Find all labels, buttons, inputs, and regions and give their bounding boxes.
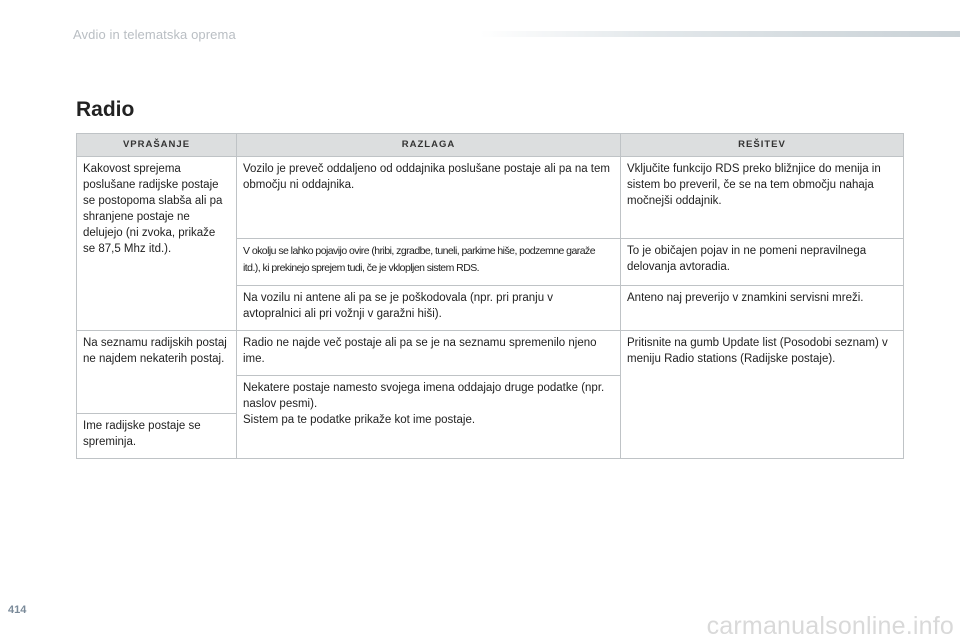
question-cell: Ime radijske postaje se spreminja. [77, 414, 237, 459]
explanation-line: Sistem pa te podatke prikaže kot ime postaje. [243, 414, 476, 426]
explanation-cell: V okolju se lahko pojavijo ovire (hribi, zgradbe, tuneli, parkirne hiše, podzemne garaže itd.), ki prekinejo sprejem tudi, če je vklopljen sistem RDS. [237, 239, 621, 286]
table-row [77, 331, 904, 376]
explanation-cell: Vozilo je preveč oddaljeno od oddajnika poslušane postaje ali pa na tem območju ni oddajnika. [237, 157, 621, 239]
question-cell: Kakovost sprejema poslušane radijske postaje se postopoma slabša ali pa shranjene postaje ne delujejo (ni zvoka, prikaže se 87,5 Mhz itd.). [77, 157, 237, 331]
section-header: Avdio in telematska oprema [73, 27, 236, 42]
column-header-solution: REŠITEV [621, 134, 904, 157]
solution-cell: Anteno naj preverijo v znamkini servisni mreži. [621, 286, 904, 331]
solution-cell: Pritisnite na gumb Update list (Posodobi seznam) v meniju Radio stations (Radijske postaje). [621, 331, 904, 459]
troubleshooting-table [76, 133, 904, 459]
watermark: carmanualsonline.info [706, 612, 954, 640]
explanation-line: Nekatere postaje namesto svojega imena oddajajo druge podatke (npr. naslov pesmi). [243, 382, 605, 410]
explanation-cell: Radio ne najde več postaje ali pa se je na seznamu spremenilo njeno ime. [237, 331, 621, 376]
page-number: 414 [8, 604, 27, 616]
solution-cell: To je običajen pojav in ne pomeni nepravilnega delovanja avtoradia. [621, 239, 904, 286]
table-row [77, 157, 904, 239]
page-title: Radio [76, 98, 135, 121]
explanation-cell [237, 376, 621, 459]
column-header-question: VPRAŠANJE [77, 134, 237, 157]
explanation-cell: Na vozilu ni antene ali pa se je poškodovala (npr. pri pranju v avtopralnici ali pri vožnji v garažni hiši). [237, 286, 621, 331]
column-header-explanation: RAZLAGA [237, 134, 621, 157]
table-header-row [77, 134, 904, 157]
question-cell: Na seznamu radijskih postaj ne najdem nekaterih postaj. [77, 331, 237, 414]
header-decorative-bar [480, 31, 960, 37]
solution-cell: Vključite funkcijo RDS preko bližnjice do menija in sistem bo preveril, če se na tem območju nahaja močnejši oddajnik. [621, 157, 904, 239]
